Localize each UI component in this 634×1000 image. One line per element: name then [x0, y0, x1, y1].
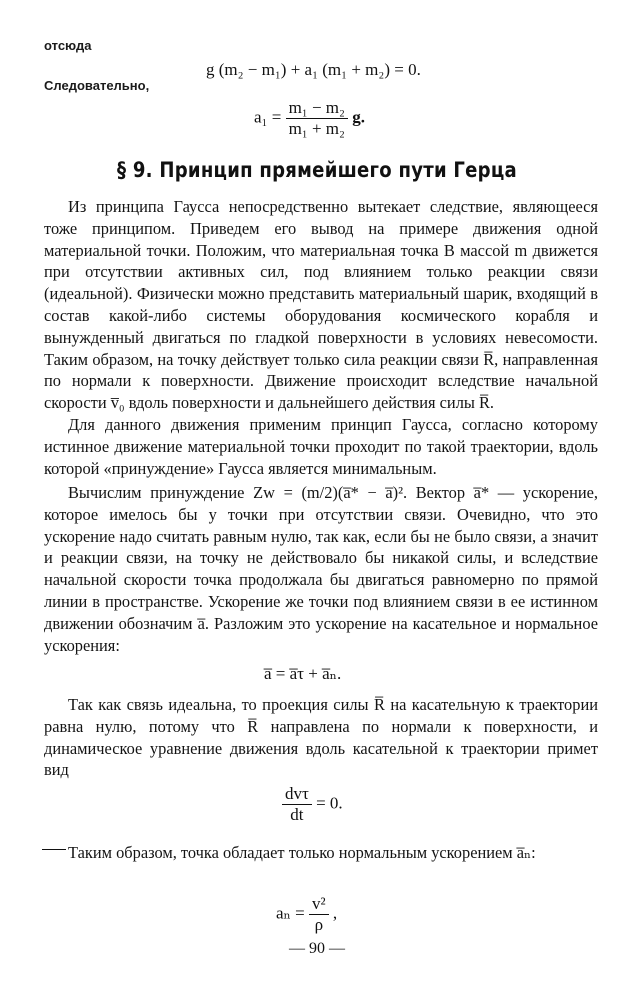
equation-normal-acceleration — [276, 894, 337, 935]
word-otsyuda: отсюда — [44, 38, 92, 53]
an-numerator: v² — [309, 894, 329, 915]
eq2-lhs: a₁ = — [254, 107, 282, 127]
section-heading: § 9. Принцип прямейшего пути Герца — [117, 158, 517, 182]
dv-denominator: dt — [290, 805, 304, 824]
an-denominator: ρ — [314, 915, 324, 934]
paragraph-1: Из принципа Гаусса непосредственно вытекает следствие, являющееся тоже принципом. Приведем его вывод на примере движения одной материальной точки. Положим, что материальная точка B массой m движется при отсутствии активных сил, под влиянием только реакции связи (идеальной). Физически можно представить материальный шарик, входящий в состав какой-либо системы оборудования космического корабля и вынужденный двигаться по гладкой поверхности в условиях невесомости. Таким образом, на точку действует только сила реакции связи R̅, направленная по нормали к поверхности. Движение происходит вследствие начальной скорости v̅₀ вдоль поверхности и дальнейшего действия силы R̅. — [44, 197, 598, 413]
equation-acceleration-a1 — [254, 98, 365, 139]
an-lhs: aₙ = — [276, 903, 305, 923]
an-fraction — [309, 894, 329, 935]
paragraph-5: Таким образом, точка обладает только нормальным ускорением a̅ₙ: — [68, 843, 536, 862]
dv-numerator: dvτ — [282, 784, 312, 805]
eq2-fraction — [286, 98, 348, 139]
dv-fraction — [282, 784, 312, 825]
eq2-rhs: g. — [352, 107, 365, 127]
dv-rhs: = 0. — [316, 793, 343, 813]
eq2-numerator: m₁ − m₂ — [286, 98, 348, 119]
paragraph-2: Для данного движения применим принцип Гаусса, согласно которому истинное движение материальной точки проходит по такой траектории, вдоль которой «принуждение» Гаусса является минимальным. — [44, 415, 598, 478]
word-sledovatelno: Следовательно, — [44, 78, 150, 93]
eq2-denominator: m₁ + m₂ — [288, 119, 345, 138]
equation-tangential-dynamics — [282, 784, 343, 825]
equation-acceleration-decomposition: a̅ = a̅τ + a̅ₙ. — [264, 664, 342, 683]
equation-force-balance: g (m₂ − m₁) + a₁ (m₁ + m₂) = 0. — [206, 60, 421, 79]
paragraph-3: Вычислим принуждение Zw = (m/2)(a̅* − a̅)². Вектор a̅* — ускорение, которое имелось бы у точки при отсутствии связи. Очевидно, что это ускорение надо считать равным нулю, так как, если бы не было связи, а значит и реакции связи, на точку не действовало бы никакой силы, и вследствие начальной скорости точка продолжала бы двигаться равномерно по прямой линии в пространстве. Ускорение же точки под влиянием связи в ее истинном движении обозначим a̅. Разложим это ускорение на касательное и нормальное ускорения: — [44, 483, 598, 655]
paragraph-4: Так как связь идеальна, то проекция силы R̅ на касательную к траектории равна нулю, потому что R̅ направлена по нормали к поверхности, и динамическое уравнение движения вдоль касательной к траектории примет вид — [44, 695, 598, 780]
an-rhs: , — [332, 903, 338, 923]
page-number: — 90 — — [289, 940, 345, 957]
